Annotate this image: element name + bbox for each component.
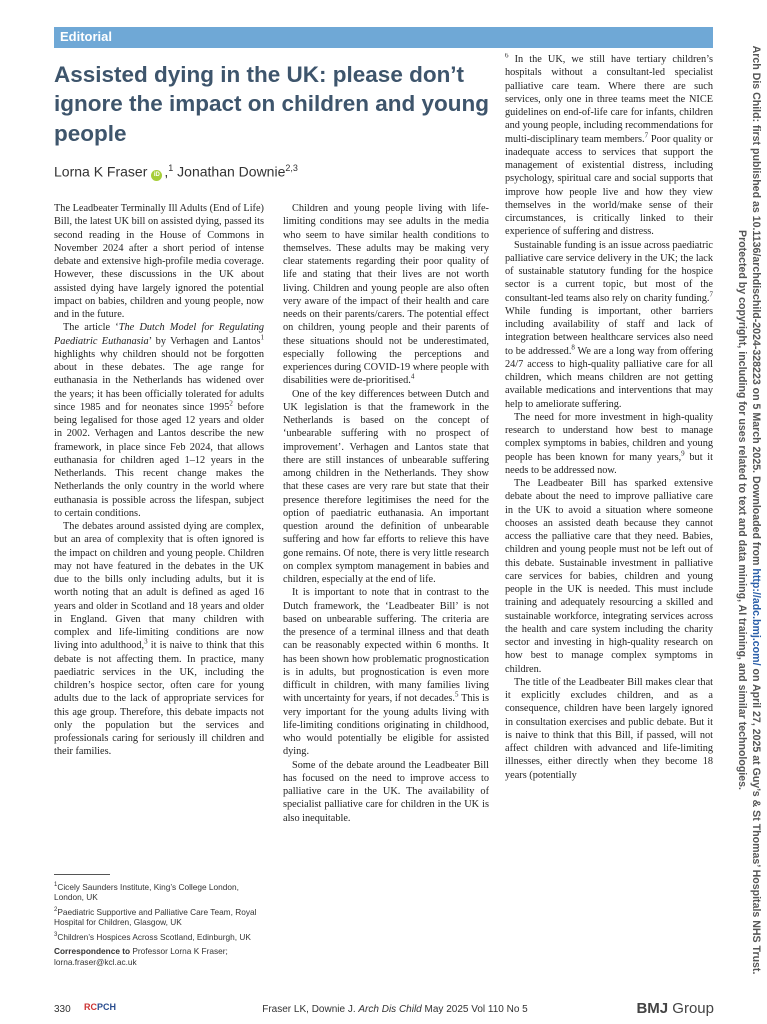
journal-link[interactable]: http://adc.bmj.com/ (750, 568, 762, 666)
author-line (54, 163, 494, 181)
body-paragraph: Sustainable funding is an issue across paediatric palliative care service delivery in the UK; the lack of sustainable statutory funding for the hospice sector is a current topic, but most of the consultant-led teams also rely on charity funding.$^7$ While funding is important, other barriers including availability of staff and lack of integration between healthcare services also need to be addressed.$^8$ We are a long way from offering 24/7 access to high-quality palliative care for all children, which means children are not getting available medications and interventions that may help to ameliorate suffering. (505, 239, 713, 410)
reference-marker[interactable]: 6 (505, 53, 509, 60)
reference-marker[interactable]: 7 (709, 290, 713, 299)
affiliation-2: $^2$Paediatric Supportive and Palliative Care Team, Royal Hospital for Children, Glasgow, UK (54, 906, 257, 928)
author-name[interactable]: Lorna K Fraser (54, 163, 148, 180)
reference-marker[interactable]: 1 (260, 333, 264, 342)
affiliation-3: $^3$Children’s Hospices Across Scotland, Edinburgh, UK (54, 931, 251, 942)
footnote-divider (54, 874, 110, 875)
author-separator: , (164, 163, 169, 180)
article-reference-title: The Dutch Model for Regulating Paediatric Euthanasia (54, 322, 264, 347)
body-paragraph: One of the key differences between Dutch and UK legislation is that the framework in the Netherlands is based on the concept of ‘unbearable suffering with no prospect of improvement’. Verhagen and Lantos state that there are still instances of unbearable suffering among children in the Netherlands. They show that these cases are very rare but state that their presence therefore legitimises the need for the option of paediatric euthanasia. An important question around the definition of unbearable suffering and how far efforts to relieve this have gone remains. Of note, there is very little research on complex symptom management in babies and children, especially at the end of life. (283, 388, 489, 585)
body-paragraph: The title of the Leadbeater Bill makes clear that it explicitly excludes children, and as a consequence, children have been largely ignored in consultation exercises and public debate. But it is naive to think that this Bill, if passed, will not affect children with advanced and life-limiting illnesses, either directly when they become 18 years (potentially (505, 676, 713, 781)
section-banner (54, 27, 713, 48)
article-title: Assisted dying in the UK: please don’t ignore the impact on children and young people (54, 62, 490, 146)
reference-marker[interactable]: 9 (681, 449, 685, 458)
body-paragraph: It is important to note that in contrast to the Dutch framework, the ‘Leadbeater Bill’ is not based on unbearable suffering. The criteria are the presence of a terminal illness and that death can be reasonably expected within 6 months. It has been shown how problematic prognostication is in adults, but prognostication is even more difficult in children, with many families living with uncertainty for years, if not decades.$^5$ This is very important for the young adults living with life-limiting conditions originating in childhood, who would potentially be eligible for assisted dying. (283, 587, 489, 758)
body-paragraph: Children and young people living with life-limiting conditions may see adults in the media who seem to have similar health conditions to themselves. These adults may be making very clear statements regarding their poor quality of life and stating that their lives are not worth living. Children and young people are also often very aware of the impact of their health and care needs on their parents/carers. The potential effect on children, young people and their parents of these situations should not be underestimated, especially following the perceptions and experiences during COVID-19 where people with disabilities were de-prioritised.$^4$ (283, 203, 489, 387)
rcpch-logo: RCPCH (84, 1002, 117, 1012)
body-column-1 (54, 202, 264, 867)
page-number: 330 (54, 1004, 71, 1015)
body-paragraph: The debates around assisted dying are complex, but an area of complexity that is often ignored is the impact on children and young people. Children may not have featured in the debates in the UK due to the bills only including adults, but it is worth noting that an adult is defined as aged 16 years and older in Scotland and 18 years and older in England. Given that many children with complex and life-limiting conditions are now living into adulthood,$^3$ it is naive to think that this debate is not affecting them. In practice, many paediatric services in the UK, including the children’s hospice sector, often care for young adults due to the lack of appropriate services for this age group. Therefore, this debate impacts not only the population but the services and professionals caring for seriously ill children and their families. (54, 521, 264, 758)
correspondence-email[interactable]: lorna.fraser@kcl.ac.uk (54, 956, 137, 967)
section-label: Editorial (60, 29, 113, 44)
body-column-3 (505, 53, 713, 967)
body-paragraph: $^6$ In the UK, we still have tertiary children’s hospitals without a consultant-led specialist palliative care team. Where there are such services, only one in three teams meet the NICE guidelines on end-of-life care for infants, children and young people, including recommendations for multi-disciplinary team members.$^7$ Poor quality or inadequate access to services that support the management of existential distress, including psychology, spiritual care and social supports that improve how people live and how they view themselves in the world/make sense of their circumstances, is critically linked to their experience of suffering and distress. (505, 53, 713, 238)
bmj-group-logo: BMJ Group (636, 1000, 714, 1017)
body-paragraph: The need for more investment in high-quality research to understand how best to manage complex symptoms in babies, children and young people has been known for many years,$^9$ but it needs to be addressed now. (505, 411, 713, 476)
author-affiliation-ref: 1 (168, 163, 174, 173)
correspondence (54, 946, 269, 967)
reference-marker[interactable]: 7 (644, 131, 649, 140)
reference-marker[interactable]: 3 (144, 637, 148, 646)
body-column-2 (283, 202, 489, 967)
affiliation-1: $^1$Cicely Saunders Institute, King’s College London, London, UK (54, 881, 239, 903)
body-paragraph: The article ‘The Dutch Model for Regulating Paediatric Euthanasia’ by Verhagen and Lantos$^1$ highlights why children should not be forgotten about in these debates. The age range for euthanasia in the Netherlands has widened over the years; it has been officially tolerated for adults since 1985 and for neonates since 1995$^2$ before being legalised for those aged 12 years and older in 2002. Verhagen and Lantos describe the new framework, in place since Feb 2024, that allows euthanasia for children aged 1–12 years in the Netherlands. This recent change makes the Netherlands the only country in the world where euthanasia is possible across the lifespan, subject to certain conditions. (54, 322, 264, 519)
footer-citation: Fraser LK, Downie J. Arch Dis Child May 2025 Vol 110 No 5 (262, 1004, 528, 1015)
body-paragraph: Some of the debate around the Leadbeater Bill has focused on the need to improve access to palliative care in the UK. The availability of specialist palliative care for children in the UK is also inequitable. (283, 759, 489, 824)
reference-marker[interactable]: 8 (571, 343, 575, 352)
sidebar-copyright (728, 26, 762, 994)
reference-marker[interactable]: 2 (229, 399, 233, 408)
body-paragraph: The Leadbeater Terminally Ill Adults (End of Life) Bill, the latest UK bill on assisted dying, passed its second reading in the House of Commons in November 2024 after a short period of intense debate and extensive high-profile media coverage. However, these discussions in the UK about assisted dying have largely ignored the potential impact on babies, children and young people, now and in the future. (54, 203, 264, 320)
reference-marker[interactable]: 5 (455, 690, 459, 699)
correspondence-name: Professor Lorna K Fraser; (130, 946, 228, 957)
sidebar-text: Arch Dis Child: first published as 10.1136/archdischild-2024-328223 on 5 March 2025. Downloaded from http://adc.bmj.com/ on April 27, 2025 at Guy’s & St Thomas’ Hospitals NHS Trust. Protected by copyright, including for uses related to text and data mining, AI training, and similar technologies. (736, 45, 762, 975)
body-paragraph: The Leadbeater Bill has sparked extensive debate about the need to improve palliative care in the UK to avoid a situation where someone chooses an assisted death because they cannot access the palliative care that they need. Babies, children and young people must not be left out of this debate. Sustainable investment in palliative care services for babies, children and young people in the UK is needed. This must include training and adequately resourcing a skilled and sustainable workforce, integrating services across the health and care system including the charity sector and investing in high-quality research on how best to manage complex symptoms in children. (505, 478, 713, 675)
correspondence-label: Correspondence to (54, 946, 131, 957)
reference-marker[interactable]: 4 (410, 372, 415, 381)
author-name[interactable]: Jonathan Downie (177, 163, 286, 180)
author-affiliation-ref: 2,3 (285, 163, 298, 173)
orcid-icon[interactable]: iD (151, 170, 162, 181)
affiliations (54, 880, 269, 969)
